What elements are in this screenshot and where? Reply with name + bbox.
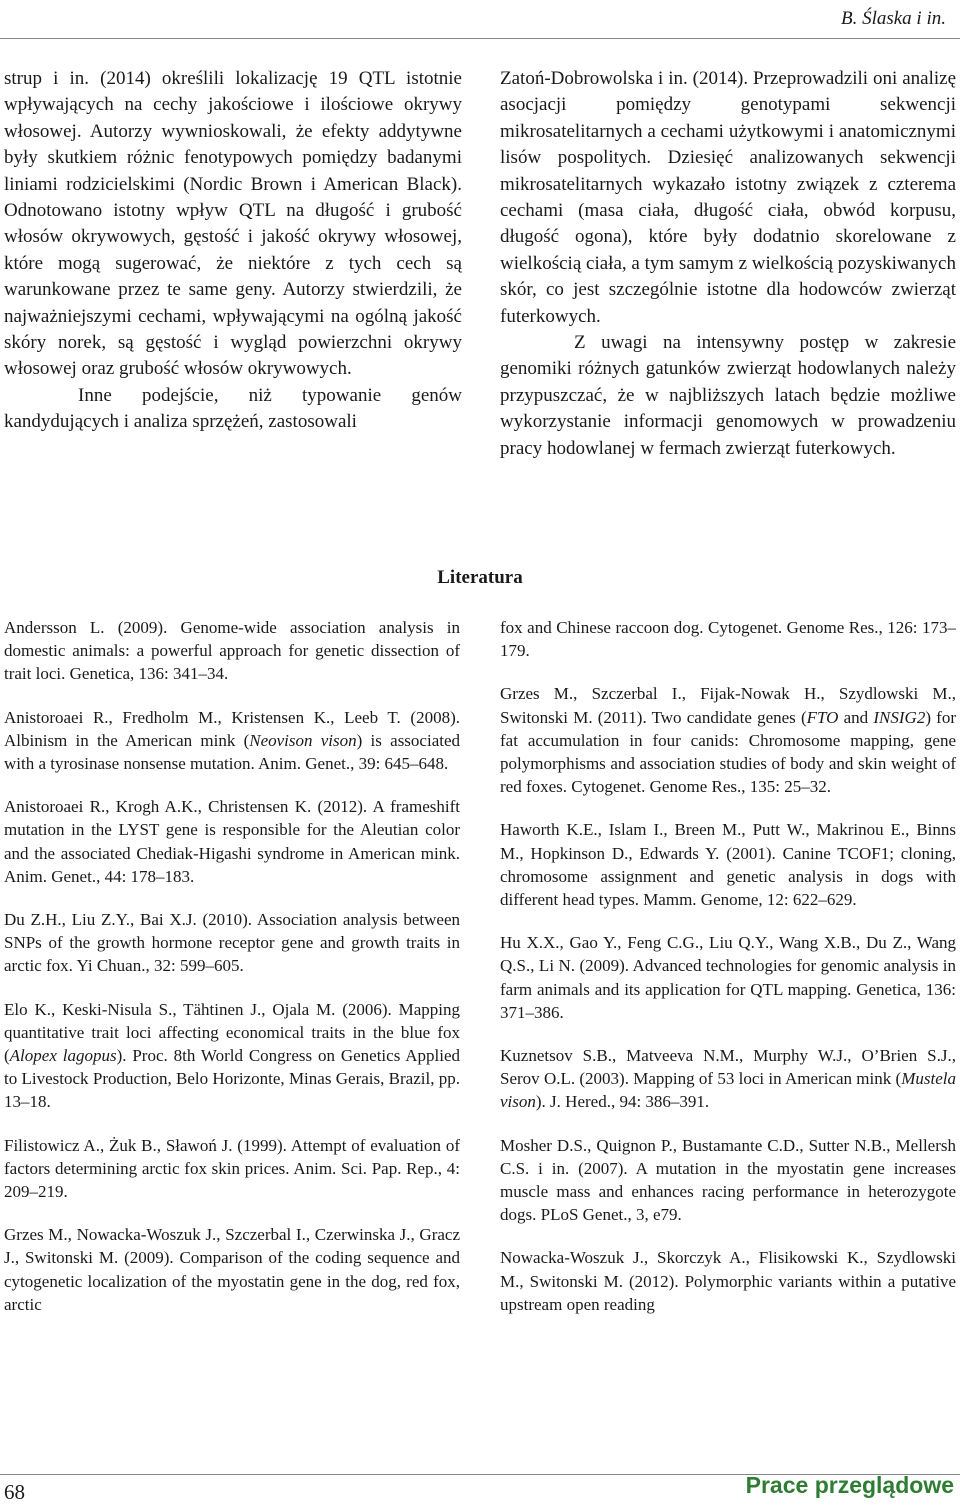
references-heading: Literatura <box>437 567 523 588</box>
reference-entry: Haworth K.E., Islam I., Breen M., Putt W., Makrinou E., Binns M., Hopkinson D., Edwards Y. (2001). Canine TCOF1; cloning, chromosome assignment and genetic analysis in dogs with different head types. Mamm. Genome, 12: 622–629. <box>500 820 956 910</box>
reference-entry: Mosher D.S., Quignon P., Bustamante C.D., Sutter N.B., Mellersh C.S. i in. (2007). A mutation in the myostatin gene increases muscle mass and enhances racing performance in heterozygote dogs. PLoS Genet., 3, e79. <box>500 1135 956 1225</box>
reference-entry: Elo K., Keski-Nisula S., Tähtinen J., Ojala M. (2006). Mapping quantitative trait loci affecting economical traits in the blue fox (Alopex lagopus). Proc. 8th World Congress on Genetics Applied to Livestock Production, Belo Horizonte, Minas Gerais, Brazil, pp. 13–18. <box>4 999 460 1112</box>
reference-entry: Nowacka-Woszuk J., Skorczyk A., Flisikowski K., Szydlowski M., Switonski M. (2012). Polymorphic variants within a putative upstream open reading <box>500 1248 956 1314</box>
reference-entry: Anistoroaei R., Krogh A.K., Christensen K. (2012). A frameshift mutation in the LYST gene is responsible for the Aleutian color and the associated Chediak-Higashi syndrome in American mink. Anim. Genet., 44: 178–183. <box>4 797 460 886</box>
reference-entry: Grzes M., Szczerbal I., Fijak-Nowak H., Szydlowski M., Switonski M. (2011). Two candidate genes (FTO and INSIG2) for fat accumulation in four canids: Chromosome mapping, gene polymorphisms and association studies of body and skin weight of red foxes. Cytogenet. Genome Res., 135: 25–32. <box>500 684 957 797</box>
body-column-left <box>4 66 462 436</box>
reference-entry: Anistoroaei R., Fredholm M., Kristensen K., Leeb T. (2008). Albinism in the American mink (Neovison vison) is associated with a tyrosinase nonsense mutation. Anim. Genet., 39: 645–648. <box>4 707 461 774</box>
reference-entry: Hu X.X., Gao Y., Feng C.G., Liu Q.Y., Wang X.B., Du Z., Wang Q.S., Li N. (2009). Advanced technologies for genomic analysis in farm animals and its application for QTL mapping. Genetica, 136: 371–386. <box>500 933 956 1022</box>
running-head: B. Ślaska i in. <box>840 8 946 29</box>
body-paragraph: Z uwagi na intensywny postęp w zakresie genomiki różnych gatunków zwierząt hodowlanych należy przypuszczać, że w najbliższych latach będzie możliwe wykorzystanie informacji genomowych w prowadzeniu pracy hodowlanej w fermach zwierząt futerkowych. <box>500 332 956 459</box>
body-paragraph: strup i in. (2014) określili lokalizację 19 QTL istotnie wpływających na cechy jakościowe i ilościowe okrywy włosowej. Autorzy wywnioskowali, że efekty addytywne były skutkiem różnic fenotypowych pomiędzy badanymi liniami rodzicielskimi (Nordic Brown i American Black). Odnotowano istotny wpływ QTL na długość i grubość włosów okrywowych, gęstość i jakość okrywy włosowej, które mogą sugerować, że niektóre z tych cech są warunkowane przez te same geny. Autorzy stwierdzili, że najważniejszymi cechami, wpływającymi na ogólną jakość skóry norek, są gęstość i wygląd powierzchni okrywy włosowej oraz grubość włosów okrywowych. <box>4 68 462 380</box>
body-paragraph: Inne podejście, niż typowanie genów kandydujących i analiza sprzężeń, zastosowali <box>4 384 462 433</box>
page-number: 68 <box>4 1480 25 1504</box>
references-column-left <box>4 616 460 1336</box>
body-column-right <box>500 66 956 462</box>
reference-entry: Du Z.H., Liu Z.Y., Bai X.J. (2010). Association analysis between SNPs of the growth hormone receptor gene and growth traits in arctic fox. Yi Chuan., 32: 599–605. <box>4 910 460 976</box>
reference-entry: Kuznetsov S.B., Matveeva N.M., Murphy W.J., O’Brien S.J., Serov O.L. (2003). Mapping of 53 loci in American mink (Mustela vison). J. Hered., 94: 386–391. <box>500 1046 956 1112</box>
references-column-right <box>500 616 956 1336</box>
reference-entry: fox and Chinese raccoon dog. Cytogenet. Genome Res., 126: 173–179. <box>500 618 956 661</box>
reference-entry: Filistowicz A., Żuk B., Sławoń J. (1999). Attempt of evaluation of factors determining arctic fox skin prices. Anim. Sci. Pap. Rep., 4: 209–219. <box>4 1135 460 1202</box>
header-rule <box>0 38 960 39</box>
reference-entry: Grzes M., Nowacka-Woszuk J., Szczerbal I., Czerwinska J., Gracz J., Switonski M. (2009). Comparison of the coding sequence and cytogenetic localization of the myostatin gene in the dog, red fox, arctic <box>4 1225 460 1314</box>
section-label: Prace przeglądowe <box>745 1472 954 1498</box>
body-paragraph: Zatoń-Dobrowolska i in. (2014). Przeprowadzili oni analizę asocjacji pomiędzy genotypami sekwencji mikrosatelitarnych a cechami użytkowymi i anatomicznymi lisów pospolitych. Dziesięć analizowanych sekwencji mikrosatelitarnych wykazało istotny związek z czterema cechami (masa ciała, długość ciała, obwód korpusu, długość ogona), które były dodatnio skorelowane z wielkością ciała, a tym samym z wielkością pozyskiwanych skór, co jest szczególnie istotne dla hodowców zwierząt futerkowych. <box>500 68 956 327</box>
reference-entry: Andersson L. (2009). Genome-wide association analysis in domestic animals: a powerful approach for genetic dissection of trait loci. Genetica, 136: 341–34. <box>4 618 460 684</box>
